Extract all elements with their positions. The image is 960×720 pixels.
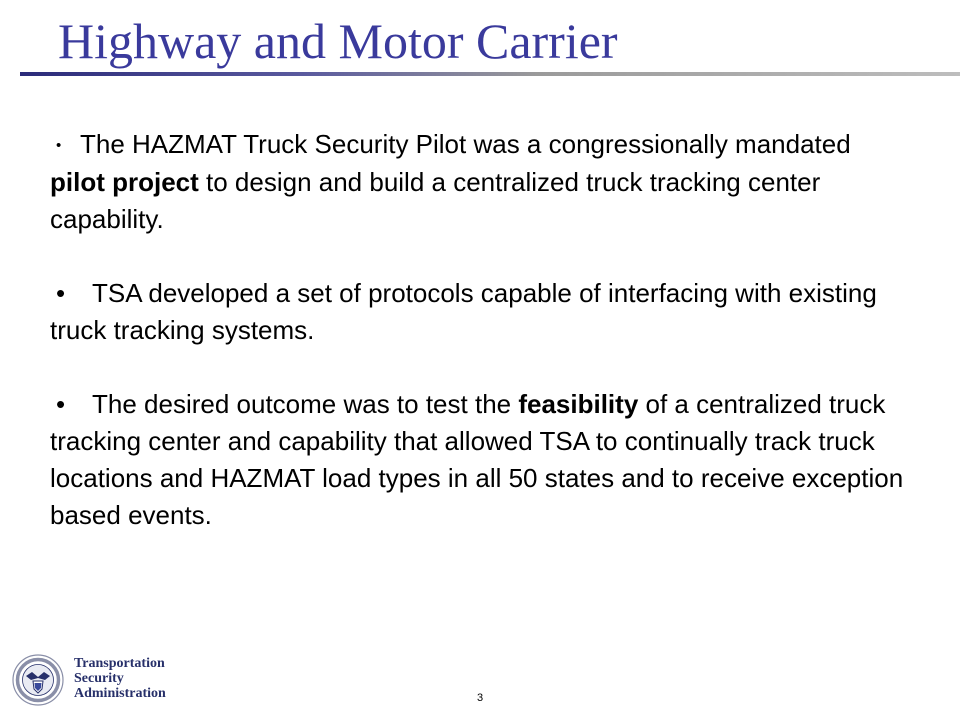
bullet-icon: • <box>56 137 62 154</box>
title-underline <box>20 72 960 76</box>
paragraph-text: The desired outcome was to test the <box>92 389 519 419</box>
paragraph-text: to design and build a centralized truck tracking center capability. <box>50 167 821 234</box>
agency-name-line: Transportation <box>74 656 165 671</box>
agency-name <box>74 656 166 701</box>
agency-name-line: Security <box>74 671 124 686</box>
dhs-seal-icon <box>12 654 64 706</box>
bullet-icon: • <box>56 389 66 419</box>
bullet-paragraph-1 <box>50 126 910 238</box>
paragraph-bold-text: feasibility <box>518 389 639 419</box>
page-number: 3 <box>476 692 484 704</box>
paragraph-text: of a centralized truck tracking center and capability that allowed TSA to continually track truck locations and HAZMAT load types in all 50 states and to receive exception based events. <box>50 389 904 530</box>
bullet-paragraph-3 <box>50 386 910 534</box>
paragraph-text: TSA developed a set of protocols capable of interfacing with existing truck tracking systems. <box>50 278 877 345</box>
bullet-icon: • <box>56 278 66 308</box>
bullet-paragraph-2 <box>50 275 910 349</box>
tsa-logo <box>12 652 182 708</box>
paragraph-bold-text: pilot project <box>50 167 199 197</box>
slide-title: Highway and Motor Carrier <box>58 13 618 69</box>
paragraph-text: The HAZMAT Truck Security Pilot was a congressionally mandated <box>80 129 851 159</box>
agency-name-line: Administration <box>74 686 166 701</box>
slide-body <box>50 126 910 534</box>
